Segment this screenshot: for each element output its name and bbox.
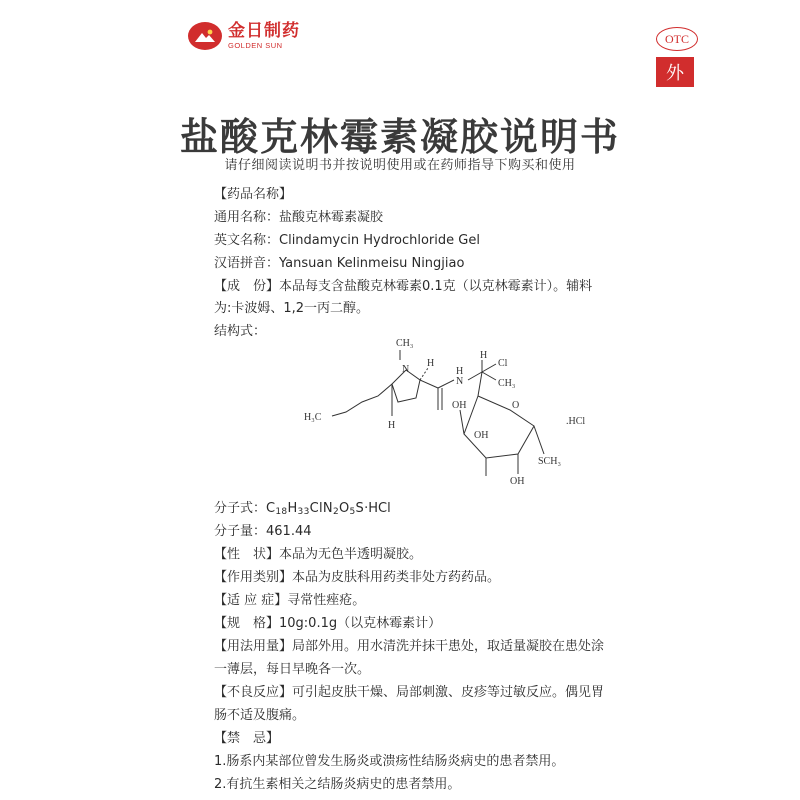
external-use-badge: 外 [656, 57, 694, 87]
formula-body: $C_{18}H_{33}ClN_2O_5S$ [266, 501, 365, 517]
struct-o-ring: O [512, 400, 520, 411]
composition-line-2: 为:卡波姆、1,2一丙二醇。 [214, 301, 370, 316]
formula-tail: ·HCl [364, 501, 391, 516]
struct-cl: Cl [498, 358, 508, 369]
brand-logo [188, 22, 300, 50]
brand-name-cn: 金日制药 [228, 20, 300, 41]
document-subtitle: 请仔细阅读说明书并按说明使用或在药师指导下购买和使用 [224, 158, 576, 173]
structure-label: 结构式： [214, 324, 267, 339]
struct-h-top: H [427, 358, 435, 369]
struct-oh-2: OH [474, 430, 489, 441]
molecular-weight: 分子量：461.44 [214, 524, 312, 539]
struct-h-chain: H [480, 350, 488, 361]
adverse-line-1: 【不良反应】可引起皮肤干燥、局部刺激、皮疹等过敏反应。偶见胃 [214, 685, 605, 700]
drug-category: 【作用类别】本品为皮肤科用药类非处方药药品。 [214, 570, 501, 585]
formula-label: 分子式： [214, 501, 267, 516]
brand-name-en: GOLDEN SUN [228, 40, 283, 50]
structural-formula [296, 336, 606, 496]
pinyin-name: 汉语拼音：Yansuan Kelinmeisu Ningjiao [214, 256, 465, 271]
generic-name: 通用名称：盐酸克林霉素凝胶 [214, 210, 384, 225]
struct-sch3: SCH₃ [538, 456, 561, 467]
usage-line-1: 【用法用量】局部外用。用水清洗并抹干患处，取适量凝胶在患处涂 [214, 639, 605, 654]
struct-h-bottom: H [388, 420, 396, 431]
otc-badge: OTC [656, 27, 698, 51]
struct-n-ring: N [402, 364, 410, 375]
struct-h-nh: H [456, 366, 464, 377]
appearance: 【性 状】本品为无色半透明凝胶。 [214, 547, 423, 562]
struct-oh-3: OH [510, 476, 525, 487]
contraindication-1: 1.肠系内某部位曾发生肠炎或溃疡性结肠炎病史的患者禁用。 [214, 754, 565, 769]
english-name: 英文名称：Clindamycin Hydrochloride Gel [214, 233, 480, 248]
struct-oh-1: OH [452, 400, 467, 411]
document-title: 盐酸克林霉素凝胶说明书 [179, 115, 620, 159]
struct-ch3-side: CH₃ [498, 378, 516, 389]
composition-line-1: 【成 份】本品每支含盐酸克林霉素0.1克（以克林霉素计）。辅料 [214, 279, 593, 294]
indication: 【适 应 症】寻常性痤疮。 [214, 593, 366, 608]
contraindication-header: 【禁 忌】 [214, 731, 280, 746]
molecular-formula [214, 500, 391, 518]
struct-nh: N [456, 376, 464, 387]
adverse-line-2: 肠不适及腹痛。 [214, 708, 306, 723]
struct-hcl: .HCl [566, 416, 586, 427]
contraindication-2: 2.有抗生素相关之结肠炎病史的患者禁用。 [214, 777, 461, 792]
drug-name-header: 【药品名称】 [214, 187, 293, 202]
structure-drawing [296, 336, 606, 496]
usage-line-2: 一薄层，每日早晚各一次。 [214, 662, 371, 677]
sun-mountain-icon [188, 22, 222, 50]
struct-ch3-top: CH₃ [396, 338, 414, 349]
struct-propyl: H₃C [304, 412, 322, 423]
specification: 【规 格】10g:0.1g（以克林霉素计） [214, 616, 442, 631]
